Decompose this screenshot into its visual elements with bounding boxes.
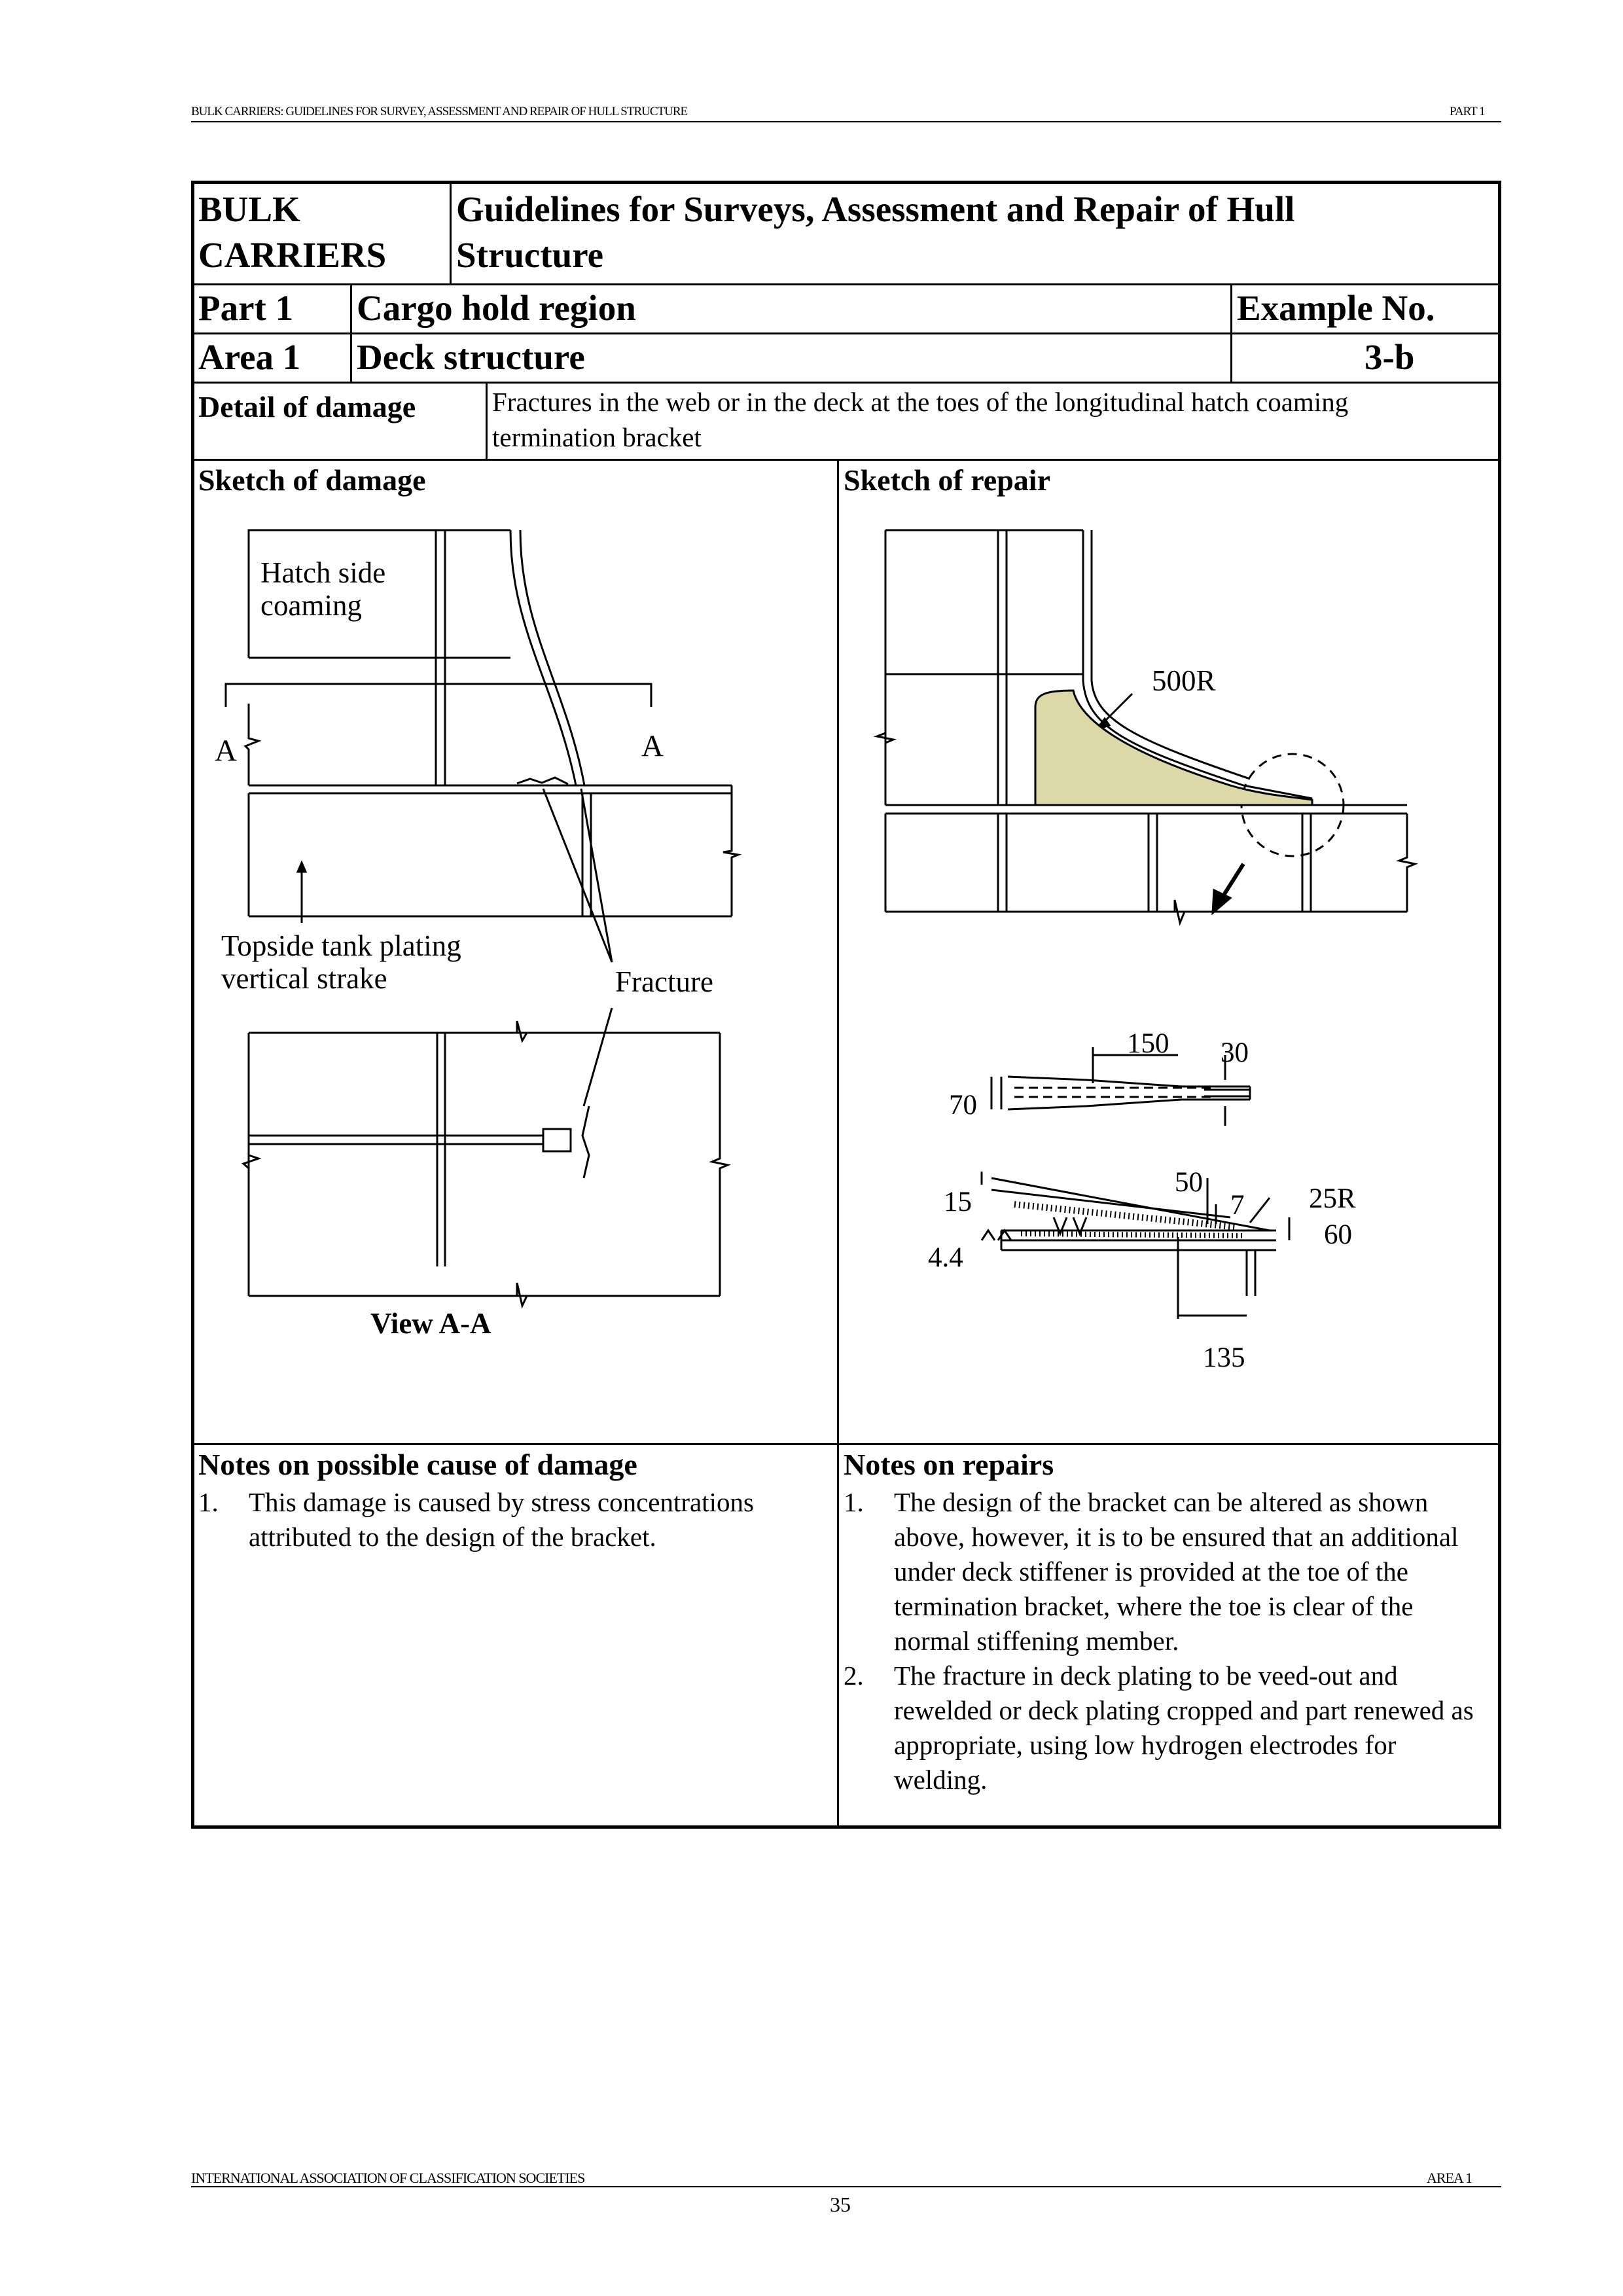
fracture-leader <box>543 789 612 962</box>
sketch-repair-label: Sketch of repair <box>844 463 1051 497</box>
title-bulk: BULK <box>198 189 300 229</box>
dim-25r-label: 25R <box>1309 1183 1356 1214</box>
list-number: 1. <box>844 1487 864 1517</box>
area-value: Deck structure <box>357 337 585 377</box>
dim-135-label: 135 <box>1203 1342 1245 1373</box>
radius-500r-label: 500R <box>1152 664 1216 697</box>
title-structure: Structure <box>456 235 604 275</box>
section-a-left: A <box>215 734 237 768</box>
dim-60-label: 60 <box>1324 1219 1352 1250</box>
repair-detail-plan <box>991 1047 1250 1126</box>
dim-30-label: 30 <box>1221 1037 1249 1068</box>
footer-left: INTERNATIONAL ASSOCIATION OF CLASSIFICATION SOCIETIES <box>191 2170 585 2186</box>
detail-text-line-2: termination bracket <box>492 422 702 452</box>
hatch-label-line-2: coaming <box>260 589 362 622</box>
repair-notes-title: Notes on repairs <box>844 1448 1054 1481</box>
cause-notes-title: Notes on possible cause of damage <box>198 1448 637 1481</box>
running-header-right: PART 1 <box>1450 105 1485 118</box>
list-text: This damage is caused by stress concentrations attributed to the design of the bracket. <box>249 1487 754 1552</box>
title-carriers: CARRIERS <box>198 235 387 275</box>
section-a-right: A <box>641 729 664 763</box>
list-text: The design of the bracket can be altered as shown above, however, it is to be ensured that an additional under deck stiffener is provided at the toe of the termination bracket, where the toe is clear of the normal stiffening member. <box>894 1487 1459 1656</box>
dim-7-label: 7 <box>1230 1190 1245 1221</box>
sketch-damage-label: Sketch of damage <box>198 463 426 497</box>
fracture-leader <box>584 1008 612 1106</box>
view-a-a-label: View A-A <box>370 1307 491 1340</box>
dim-70-label: 70 <box>949 1090 977 1121</box>
part-value: Cargo hold region <box>357 288 636 328</box>
example-number: 3-b <box>1364 337 1415 377</box>
new-bracket-shape <box>1035 691 1312 805</box>
list-number: 1. <box>198 1487 219 1517</box>
example-label: Example No. <box>1237 288 1435 328</box>
fracture-label: Fracture <box>615 965 713 998</box>
fracture-leader <box>581 789 612 962</box>
hatch-label-line-1: Hatch side <box>260 556 386 589</box>
arrow-head <box>298 863 306 872</box>
topside-label-line-1: Topside tank plating <box>221 929 461 962</box>
footer-right: AREA 1 <box>1427 2170 1472 2186</box>
dim-4-4-label: 4.4 <box>928 1242 963 1273</box>
title-guidelines: Guidelines for Surveys, Assessment and Repair of Hull <box>456 189 1295 229</box>
area-label: Area 1 <box>198 337 301 377</box>
detail-text-line-1: Fractures in the web or in the deck at the toes of the longitudinal hatch coaming <box>492 387 1349 417</box>
detail-label: Detail of damage <box>198 390 416 423</box>
dim-150-label: 150 <box>1127 1028 1169 1059</box>
list-number: 2. <box>844 1660 864 1691</box>
part-label: Part 1 <box>198 288 294 328</box>
dim-15-label: 15 <box>944 1187 972 1217</box>
dim-50-label: 50 <box>1175 1167 1203 1198</box>
list-text: The fracture in deck plating to be veed-out and rewelded or deck plating cropped and part renewed as appropriate, using low hydrogen electrodes for welding. <box>894 1660 1474 1795</box>
page-number: 35 <box>830 2193 851 2216</box>
repair-elevation <box>877 530 1415 923</box>
running-header-left: BULK CARRIERS: GUIDELINES FOR SURVEY, ASSESSMENT AND REPAIR OF HULL STRUCTURE <box>191 105 688 118</box>
topside-label-line-2: vertical strake <box>221 962 387 995</box>
view-a-a-sketch <box>243 1021 728 1306</box>
